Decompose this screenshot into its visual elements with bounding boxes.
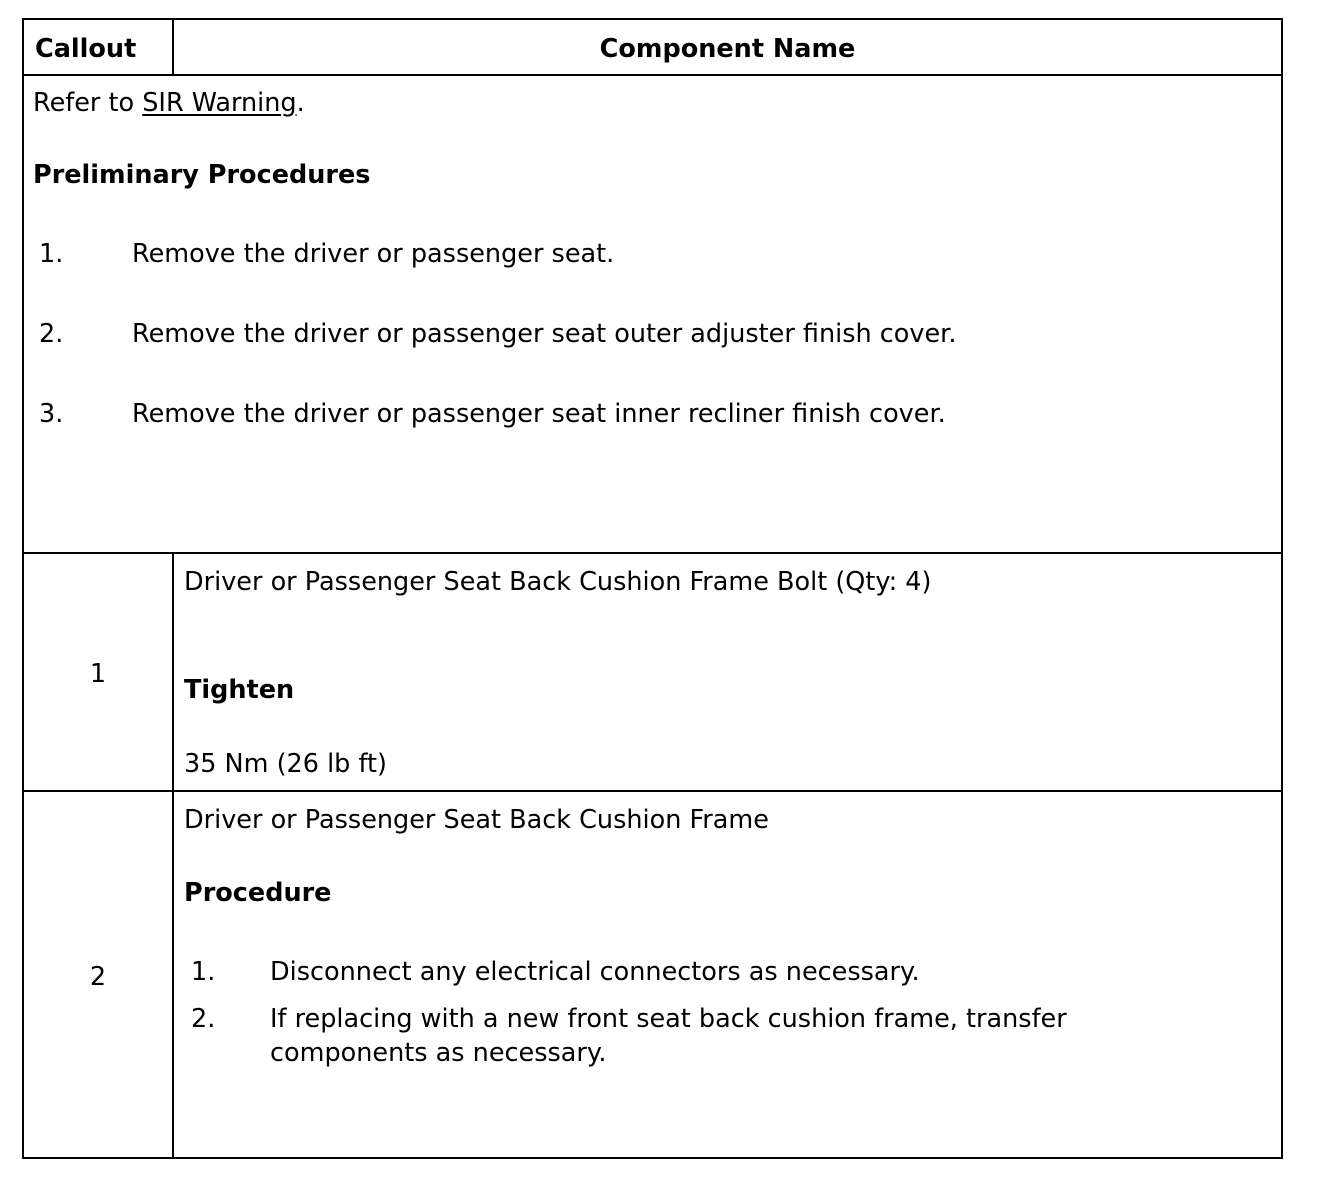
prelim-step-1-number: 1. [39,239,64,269]
table-top-border [22,18,1283,20]
row1-component-name: Driver or Passenger Seat Back Cushion Frame Bolt (Qty: 4) [184,567,932,597]
intro-bottom-border [22,552,1283,554]
table-bottom-border [22,1157,1283,1159]
refer-prefix: Refer to [33,88,143,118]
refer-line [33,88,305,118]
row2-callout: 2 [89,962,107,992]
row1-bottom-border [22,790,1283,792]
row2-step-2-text-line1: If replacing with a new front seat back cushion frame, transfer [270,1004,1067,1034]
prelim-step-3-text: Remove the driver or passenger seat inner recliner finish cover. [132,399,946,429]
header-callout: Callout [35,34,137,64]
header-bottom-border [22,74,1283,76]
prelim-step-2-text: Remove the driver or passenger seat outer adjuster finish cover. [132,319,957,349]
prelim-step-2-number: 2. [39,319,64,349]
row2-component-name: Driver or Passenger Seat Back Cushion Frame [184,805,769,835]
table-right-border [1281,18,1283,1159]
preliminary-heading: Preliminary Procedures [33,160,371,190]
prelim-step-3-number: 3. [39,399,64,429]
row2-step-2-text-line2: components as necessary. [270,1038,607,1068]
row2-step-1-number: 1. [191,957,216,987]
prelim-step-1-text: Remove the driver or passenger seat. [132,239,615,269]
sir-warning-link[interactable]: SIR Warning [142,88,297,118]
row1-callout: 1 [89,659,107,689]
row2-step-2-number: 2. [191,1004,216,1034]
row2-procedure-label: Procedure [184,878,332,908]
body-column-divider [172,552,174,1159]
row2-step-1-text: Disconnect any electrical connectors as necessary. [270,957,920,987]
row1-tighten-label: Tighten [184,675,295,705]
header-component-name: Component Name [599,34,856,64]
row1-torque-value: 35 Nm (26 lb ft) [184,749,387,779]
refer-suffix: . [296,88,305,118]
